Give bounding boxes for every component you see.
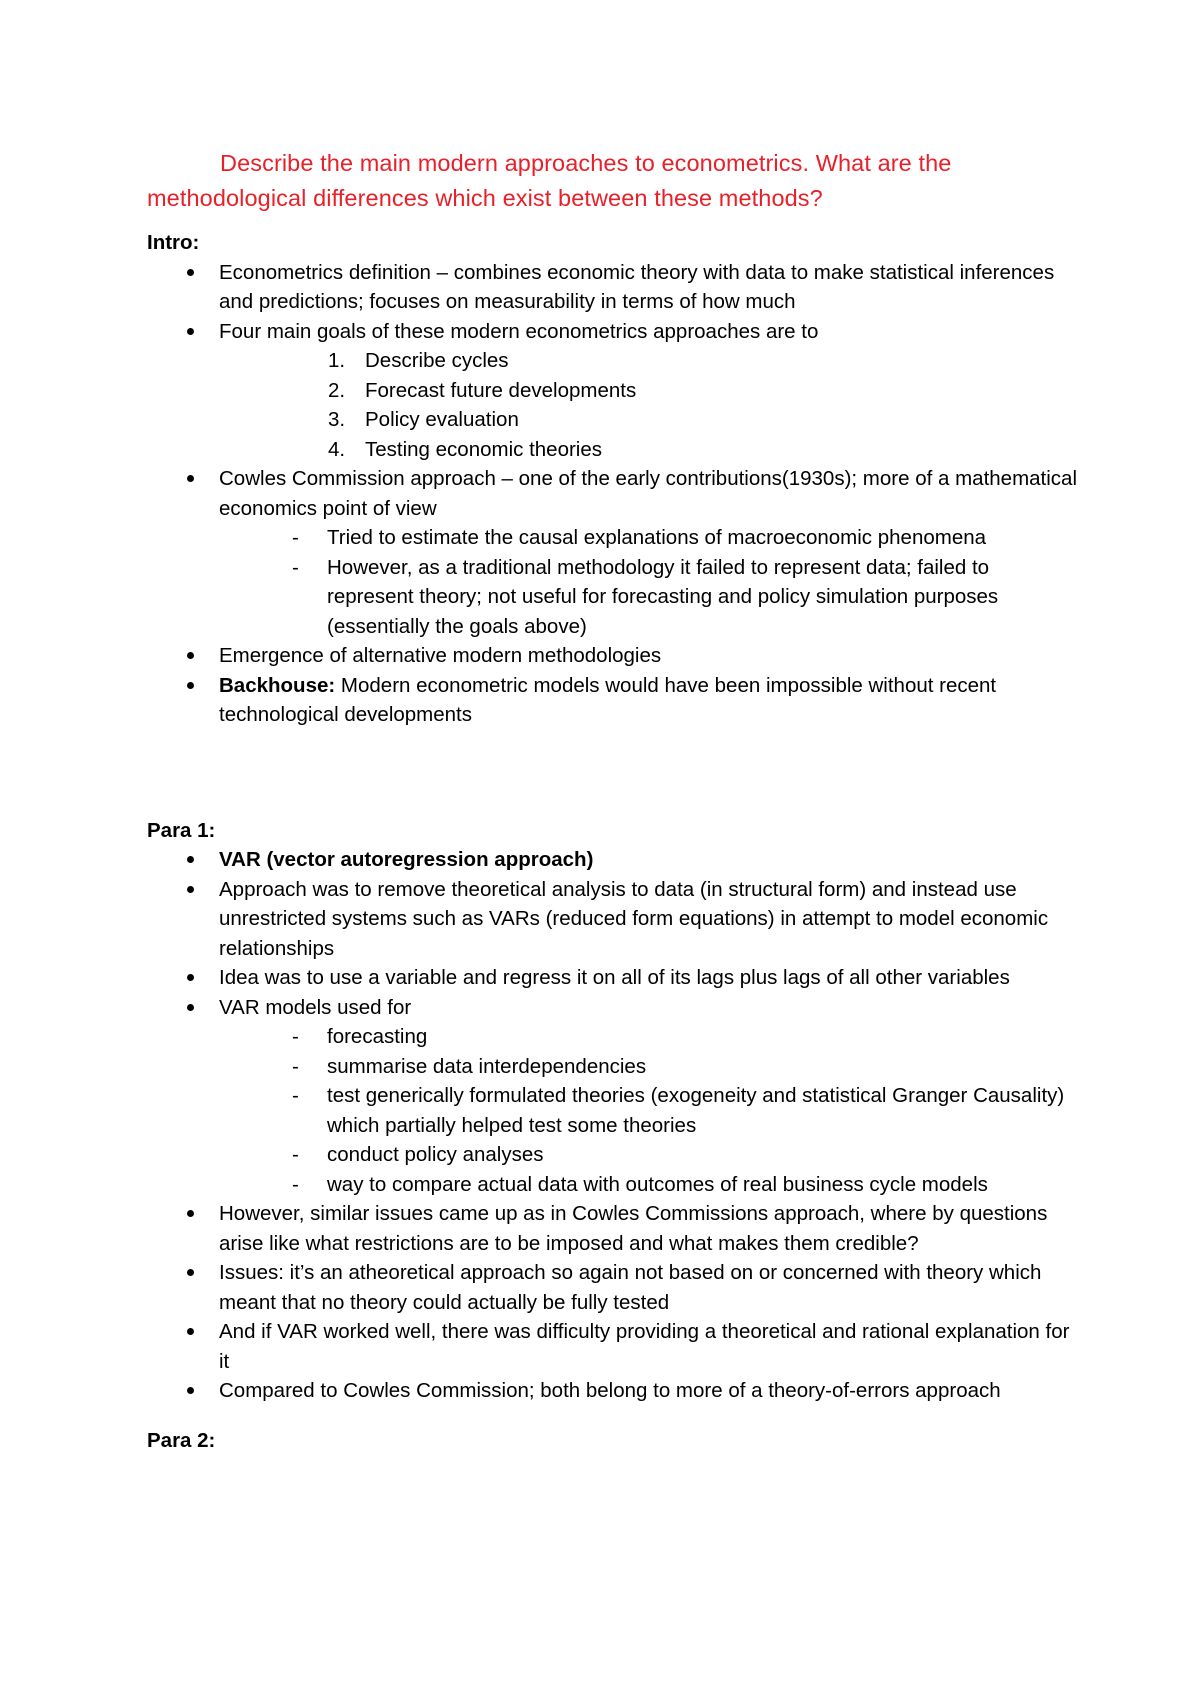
var-uses-list (219, 1022, 1077, 1199)
list-number: 3. (328, 408, 346, 431)
list-item (147, 464, 1077, 641)
goals-numbered-list (219, 346, 1077, 464)
list-item (219, 553, 1077, 642)
para1-bullet-4: VAR models used for (219, 995, 412, 1019)
sub-item-text: conduct policy analyses (327, 1143, 544, 1166)
para1-bullet-3: Idea was to use a variable and regress it on all of its lags plus lags of all other variables (219, 966, 1010, 989)
intro-heading: Intro: (147, 231, 200, 254)
list-item (147, 1376, 1077, 1406)
sub-item-text: However, as a traditional methodology it failed to represent data; failed to represent theory; not useful for forecasting and policy simulation purposes (essentially the goals above) (327, 555, 999, 638)
cowles-sub-list (219, 523, 1077, 641)
list-number: 1. (328, 349, 346, 372)
list-item (219, 405, 1077, 435)
list-item (219, 346, 1077, 376)
list-item (147, 258, 1077, 317)
list-item (219, 1140, 1077, 1170)
list-item (219, 1170, 1077, 1200)
goal-text: Testing economic theories (365, 437, 603, 461)
para1-bullet-7: And if VAR worked well, there was difficulty providing a theoretical and rational explanation for it (219, 1320, 1070, 1373)
spacer (147, 1406, 1077, 1426)
list-item (219, 523, 1077, 553)
list-item (147, 1317, 1077, 1376)
para1-bullet-list (147, 845, 1077, 1406)
intro-bullet-3: Cowles Commission approach – one of the early contributions(1930s); more of a mathematical economics point of view (219, 467, 1077, 520)
list-item (147, 317, 1077, 465)
sub-item-text: summarise data interdependencies (327, 1054, 647, 1078)
list-item (219, 376, 1077, 406)
goal-text: Forecast future developments (365, 378, 637, 402)
goal-text: Describe cycles (365, 349, 509, 372)
para1-bullet-1: VAR (vector autoregression approach) (219, 848, 594, 871)
document-body (147, 146, 1077, 1455)
para1-bullet-6: Issues: it’s an atheoretical approach so again not based on or concerned with theory which meant that no theory could actually be fully tested (219, 1261, 1042, 1314)
list-item (147, 1258, 1077, 1317)
intro-bullet-2: Four main goals of these modern econometrics approaches are to (219, 319, 819, 343)
backhouse-label: Backhouse: (219, 673, 336, 697)
sub-item-text: way to compare actual data with outcomes of real business cycle models (327, 1172, 988, 1196)
spacer (147, 730, 1077, 816)
list-item (219, 1022, 1077, 1052)
sub-item-text: forecasting (327, 1025, 428, 1048)
para2-heading: Para 2: (147, 1428, 216, 1452)
list-item (147, 993, 1077, 1200)
list-item (219, 1081, 1077, 1140)
list-number: 4. (328, 437, 346, 461)
list-item (219, 1052, 1077, 1082)
para1-bullet-8: Compared to Cowles Commission; both belong to more of a theory-of-errors approach (219, 1379, 1001, 1402)
para1-heading: Para 1: (147, 818, 216, 842)
intro-bullet-4: Emergence of alternative modern methodologies (219, 644, 662, 667)
list-item (147, 875, 1077, 964)
list-item (147, 845, 1077, 875)
sub-item-text: Tried to estimate the causal explanations of macroeconomic phenomena (327, 526, 987, 549)
list-item (147, 671, 1077, 730)
list-item (219, 435, 1077, 465)
sub-item-text: test generically formulated theories (exogeneity and statistical Granger Causality) which partially helped test some theories (327, 1084, 1065, 1137)
intro-bullet-5: Modern econometric models would have been impossible without recent technological developments (219, 673, 997, 726)
intro-bullet-1: Econometrics definition – combines economic theory with data to make statistical inferences and predictions; focuses on measurability in terms of how much (219, 260, 1055, 313)
essay-question-title: Describe the main modern approaches to econometrics. What are the methodological differences which exist between these methods? (147, 150, 952, 211)
list-item (147, 1199, 1077, 1258)
intro-bullet-list (147, 258, 1077, 730)
para1-bullet-2: Approach was to remove theoretical analysis to data (in structural form) and instead use unrestricted systems such as VARs (reduced form equations) in attempt to model economic relationships (219, 877, 1049, 960)
list-item (147, 963, 1077, 993)
list-item (147, 641, 1077, 671)
goal-text: Policy evaluation (365, 408, 519, 431)
list-number: 2. (328, 378, 346, 402)
para1-bullet-5: However, similar issues came up as in Cowles Commissions approach, where by questions arise like what restrictions are to be imposed and what makes them credible? (219, 1202, 1048, 1255)
